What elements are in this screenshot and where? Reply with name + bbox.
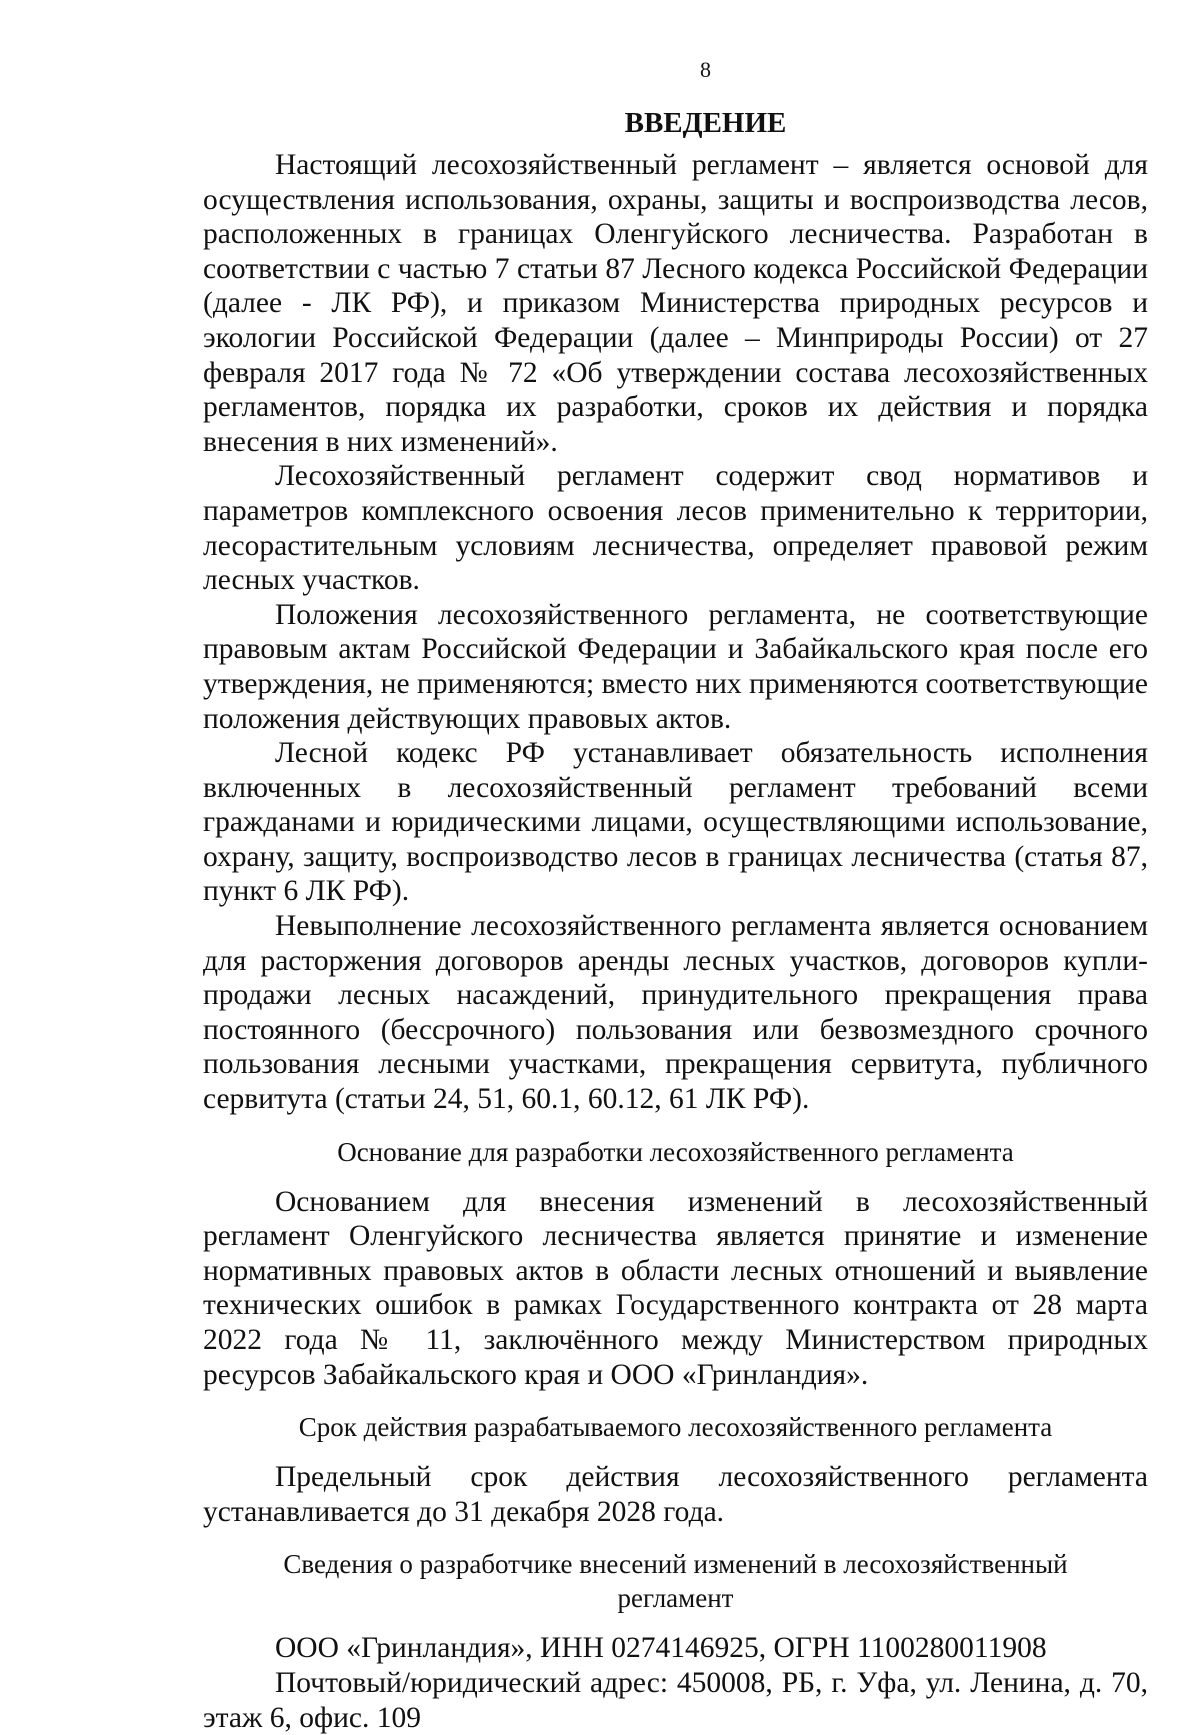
intro-paragraph-3: Положения лесохозяйственного регламента, не соответствующие правовым актам Российской Федерации и Забайкальского края после его утверждения, не применяются; вместо них применяются соответствующие положения действующих правовых актов. [203, 598, 1148, 735]
intro-paragraph-2: Лесохозяйственный регламент содержит свод нормативов и параметров комплексного освоения лесов применительно к территории, лесорастительным условиям лесничества, определяет правовой режим лесных участков. [203, 460, 1148, 597]
developer-details-line: ООО «Гринландия», ИНН 0274146925, ОГРН 1100280011908 [275, 1632, 1047, 1665]
term-section-title: Срок действия разрабатываемого лесохозяйственного регламента [298, 1412, 1053, 1443]
document-page [203, 56, 1148, 1735]
page-number: 8 [700, 57, 711, 82]
intro-paragraph-5: Невыполнение лесохозяйственного регламента является основанием для расторжения договоров аренды лесных участков, договоров купли-продажи лесных насаждений, принудительного прекращения права постоянного (бессрочного) пользования или безвозмездного срочного пользования лесными участками, прекращения сервитута, публичного сервитута (статьи 24, 51, 60.1, 60.12, 61 ЛК РФ). [203, 910, 1148, 1116]
developer-section-title: Сведения о разработчике внесений изменений в лесохозяйственный регламент [283, 1549, 1068, 1614]
page-heading: ВВЕДЕНИЕ [624, 107, 787, 139]
basis-paragraph: Основанием для внесения изменений в лесохозяйственный регламент Оленгуйского лесничества является принятие и изменение нормативных правовых актов в области лесных отношений и выявление технических ошибок в рамках Государственного контракта от 28 марта 2022 года № 11, заключённого между Министерством природных ресурсов Забайкальского края и ООО «Гринландия». [203, 1185, 1148, 1391]
developer-address-line: Почтовый/юридический адрес: 450008, РБ, г. Уфа, ул. Ленина, д. 70, этаж 6, офис. 109 [203, 1666, 1148, 1734]
term-paragraph: Предельный срок действия лесохозяйственного регламента устанавливается до 31 декабря 2028 года. [203, 1461, 1148, 1528]
intro-paragraph-1: Настоящий лесохозяйственный регламент – является основой для осуществления использования, охраны, защиты и воспроизводства лесов, расположенных в границах Оленгуйского лесничества. Разработан в соответствии с частью 7 статьи 87 Лесного кодекса Российской Федерации (далее - ЛК РФ), и приказом Министерства природных ресурсов и экологии Российской Федерации (далее – Минприроды России) от 27 февраля 2017 года № 72 «Об утверждении состава лесохозяйственных регламентов, порядка их разработки, сроков их действия и порядка внесения в них изменений». [203, 149, 1148, 458]
intro-paragraph-4: Лесной кодекс РФ устанавливает обязательность исполнения включенных в лесохозяйственный регламент требований всеми гражданами и юридическими лицами, осуществляющими использование, охрану, защиту, воспроизводство лесов в границах лесничества (статья 87, пункт 6 ЛК РФ). [203, 737, 1148, 908]
basis-section-title: Основание для разработки лесохозяйственного регламента [337, 1136, 1014, 1167]
